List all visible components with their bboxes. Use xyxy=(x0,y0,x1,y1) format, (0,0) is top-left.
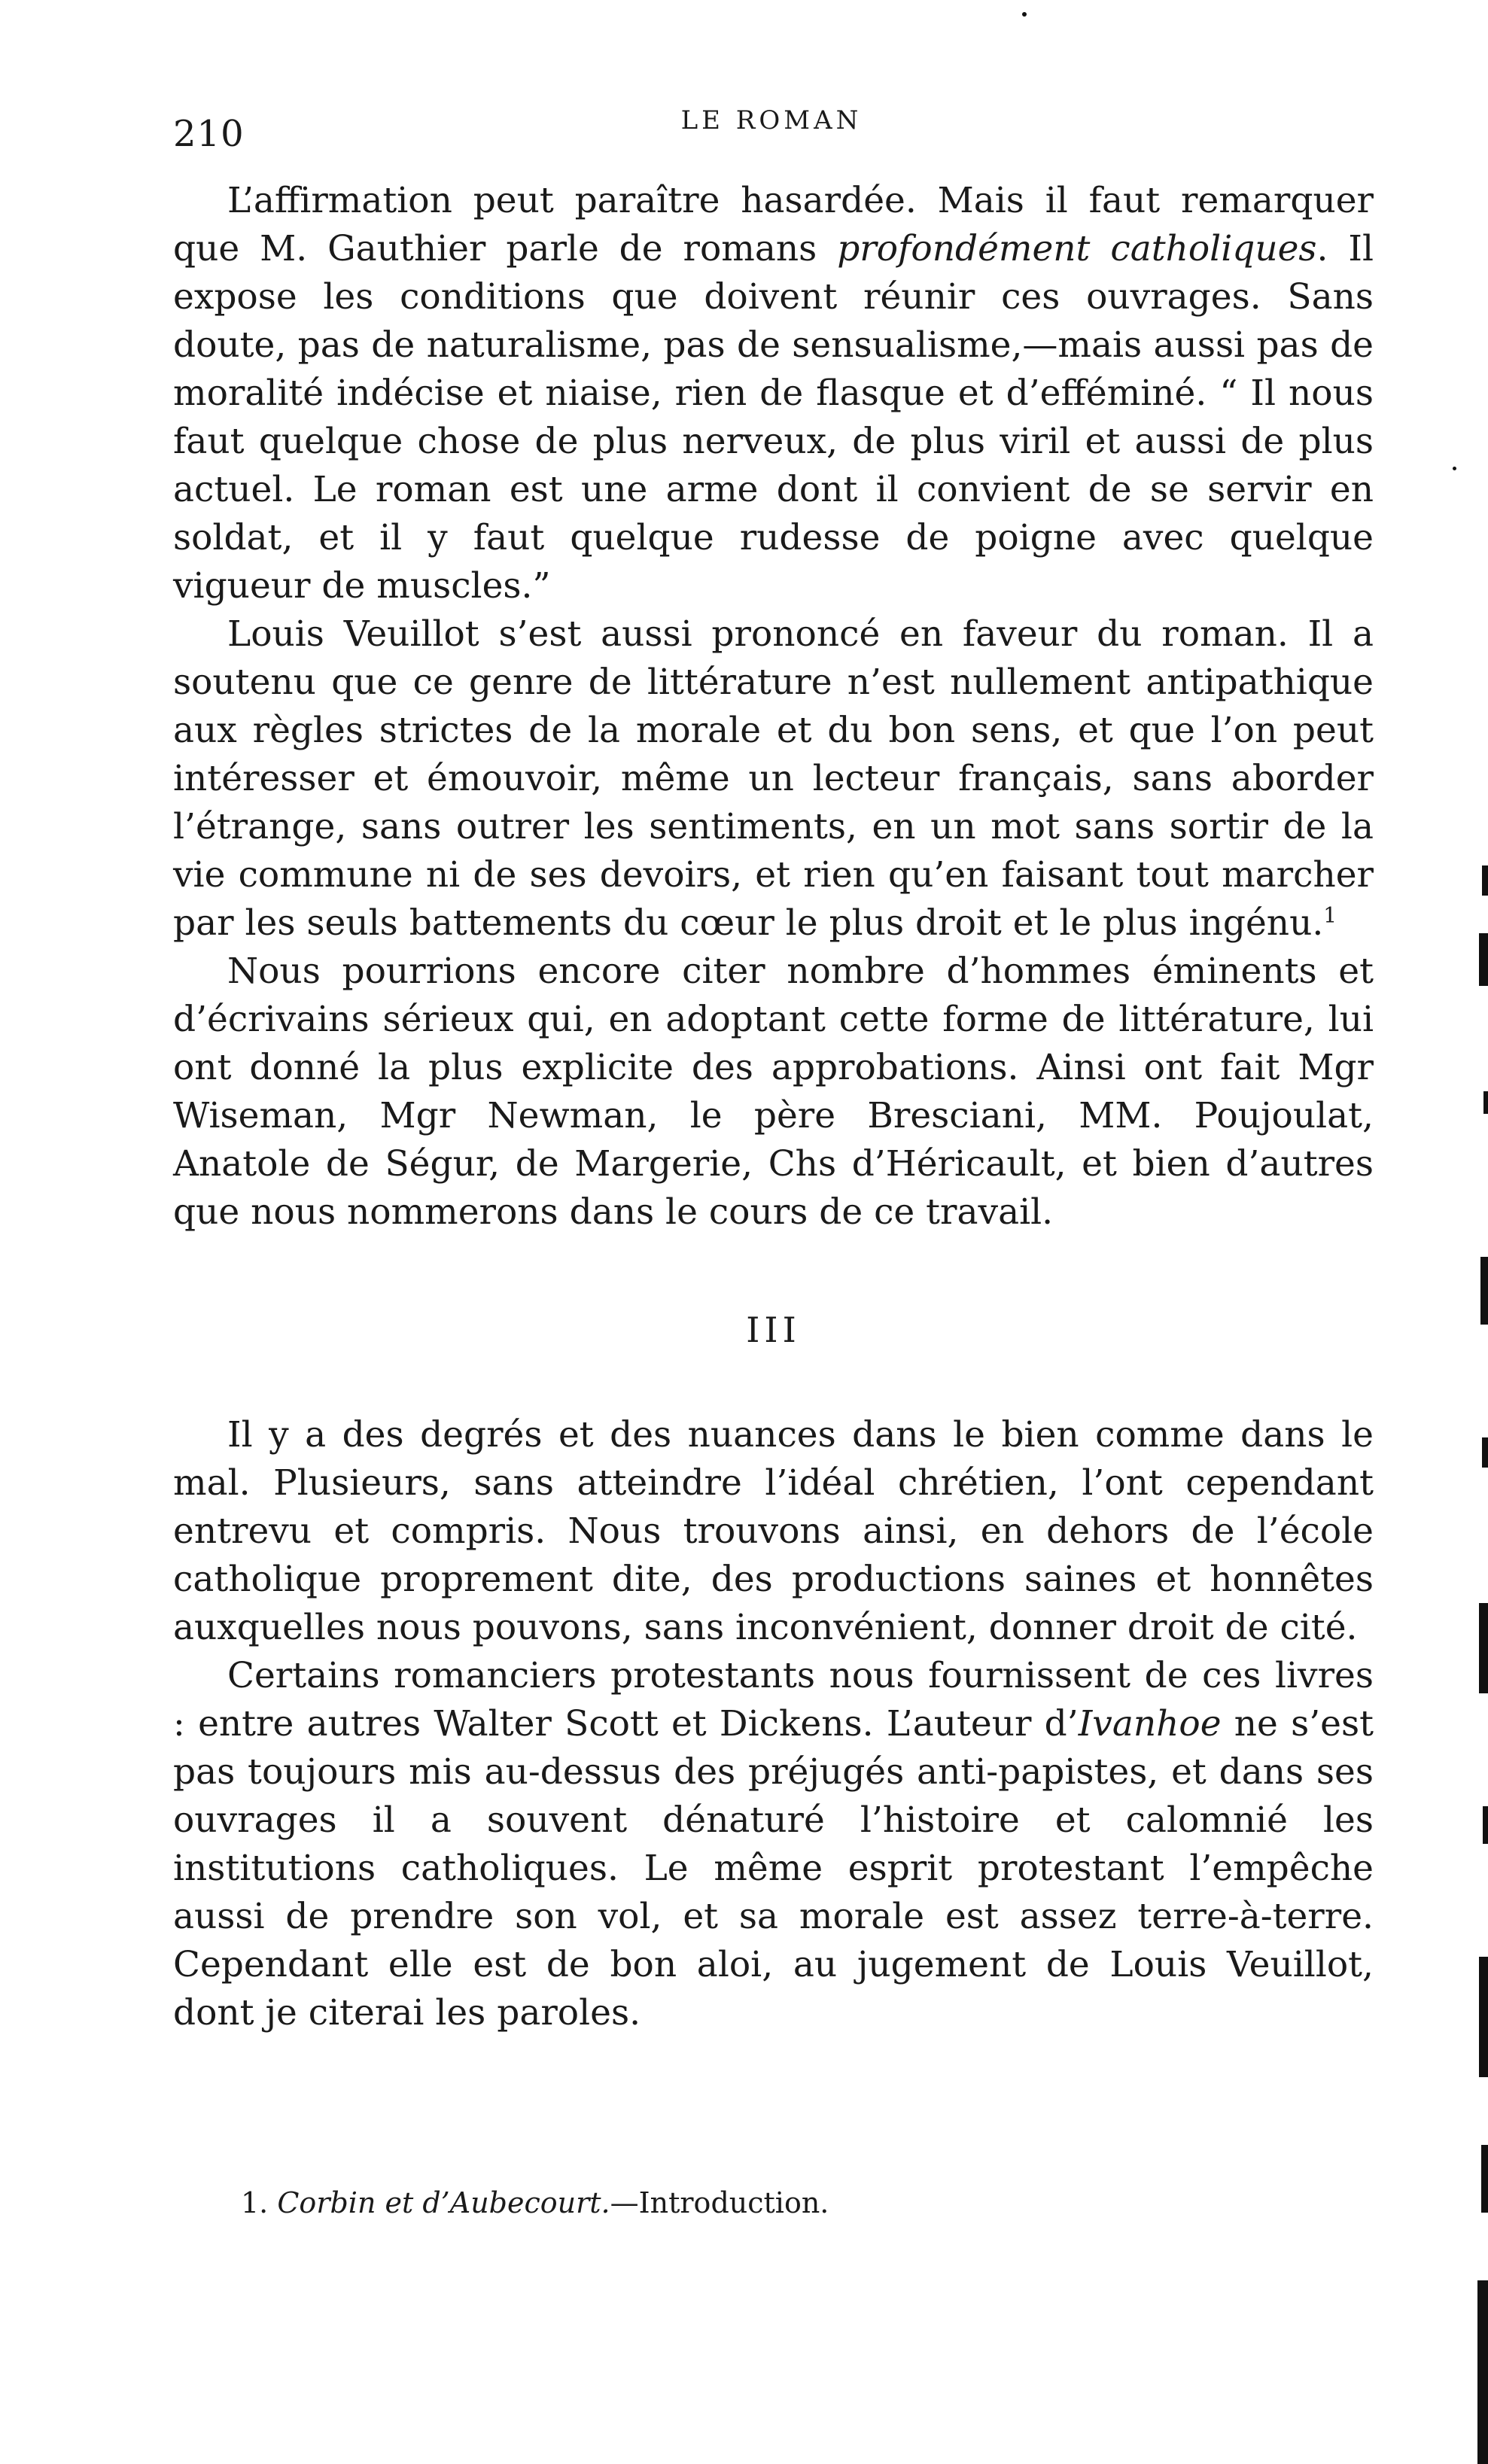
paragraph xyxy=(173,177,1374,610)
edge-mark xyxy=(1479,933,1488,986)
edge-mark xyxy=(1483,1091,1488,1114)
main-text-block xyxy=(173,177,1374,1237)
section-text-block xyxy=(173,1411,1374,2037)
paragraph xyxy=(173,1411,1374,1652)
text-run: Il y a des degrés et des nuances dans le bien comme dans le mal. Plusieurs, sans atteindre l’idéal chrétien, l’ont cependant entrevu et compris. Nous trouvons ainsi, en dehors de l’école catholique proprement dite, des productions saines et honnêtes auxquelles nous pouvons, sans inconvénient, donner droit de cité. xyxy=(173,1414,1374,1648)
emphasis-text: profondément catholiques xyxy=(837,228,1317,269)
page-header xyxy=(173,105,1370,166)
scan-edge-marks xyxy=(1477,865,1488,2464)
text-run: . Il expose les conditions que doivent réunir ces ouvrages. Sans doute, pas de naturalisme, pas de sensualisme,—mais aussi pas de moralité indécise et niaise, rien de flasque et d’efféminé. “ Il nous faut quelque chose de plus nerveux, de plus viril et aussi de plus actuel. Le roman est une arme dont il convient de se servir en soldat, et il y faut quelque rudesse de poigne avec quelque vigueur de muscles.” xyxy=(173,228,1374,607)
paragraph xyxy=(173,1652,1374,2037)
emphasis-text: Ivanhoe xyxy=(1078,1703,1222,1745)
edge-mark xyxy=(1479,1957,1488,2077)
footnote-text: —Introduction. xyxy=(610,2186,829,2219)
paragraph xyxy=(173,948,1374,1237)
edge-mark xyxy=(1477,2280,1488,2464)
text-run: Certains romanciers protestants nous fournissent de ces livres : entre autres Walter Scott et Dickens. L’auteur d’ xyxy=(173,1655,1374,1745)
footnote xyxy=(241,2186,829,2219)
edge-mark xyxy=(1480,1257,1488,1325)
page-number: 210 xyxy=(173,113,245,155)
print-speck xyxy=(1453,467,1456,470)
footnote-title: Corbin et d’Aubecourt. xyxy=(277,2186,610,2219)
edge-mark xyxy=(1479,1603,1488,1693)
edge-mark xyxy=(1482,1437,1488,1468)
text-run: ne s’est pas toujours mis au-dessus des préjugés anti-papistes, et dans ses ouvrages il a souvent dénaturé l’histoire et calomnié les institutions catholiques. Le même esprit protestant l’empêche aussi de prendre son vol, et sa morale est assez terre-à-terre. Cependant elle est de bon aloi, au jugement de Louis Veuillot, dont je citerai les paroles. xyxy=(173,1703,1374,2034)
footnote-reference: 1 xyxy=(1323,902,1337,928)
edge-mark xyxy=(1481,2145,1488,2213)
text-run: Nous pourrions encore citer nombre d’hommes éminents et d’écrivains sérieux qui, en adoptant cette forme de littérature, lui ont donné la plus explicite des approbations. Ainsi ont fait Mgr Wiseman, Mgr Newman, le père Bresciani, MM. Poujoulat, Anatole de Ségur, de Margerie, Chs d’Héricault, et bien d’autres que nous nommerons dans le cours de ce travail. xyxy=(173,951,1374,1233)
edge-mark xyxy=(1482,865,1488,896)
footnote-number: 1. xyxy=(241,2186,269,2219)
running-head: LE ROMAN xyxy=(680,105,863,135)
text-run: L’affirmation peut paraître hasardée. Mais il faut remarquer que M. Gauthier parle de romans xyxy=(173,180,1374,269)
section-heading: III xyxy=(746,1310,801,1350)
print-speck xyxy=(1022,12,1027,17)
edge-mark xyxy=(1483,1806,1488,1844)
text-run: Louis Veuillot s’est aussi prononcé en faveur du roman. Il a soutenu que ce genre de littérature n’est nullement antipathique aux règles strictes de la morale et du bon sens, et que l’on peut intéresser et émouvoir, même un lecteur français, sans aborder l’étrange, sans outrer les sentiments, en un mot sans sortir de la vie commune ni de ses devoirs, et rien qu’en faisant tout marcher par les seuls battements du cœur le plus droit et le plus ingénu. xyxy=(173,613,1374,944)
paragraph xyxy=(173,610,1374,948)
